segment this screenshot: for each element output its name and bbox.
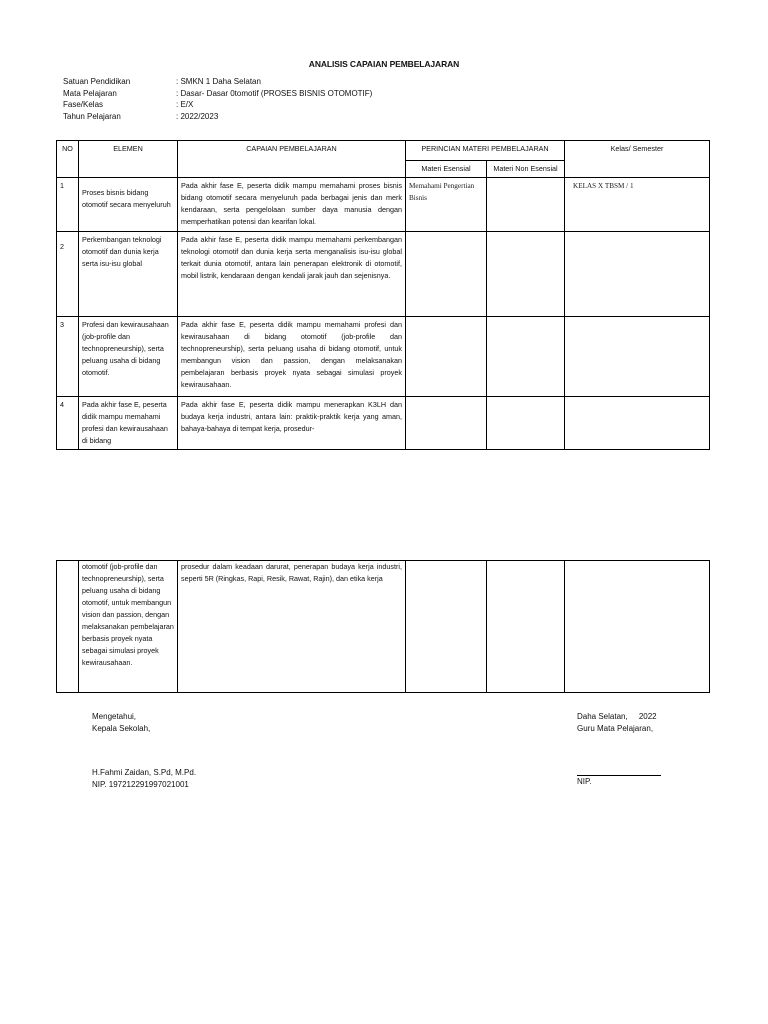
row-materi-esensial <box>406 232 487 317</box>
info-value: : 2022/2023 <box>176 112 219 122</box>
row-materi-non-esensial <box>487 397 565 450</box>
document-title: ANALISIS CAPAIAN PEMBELAJARAN <box>308 59 460 69</box>
row-materi-non-esensial <box>487 561 565 693</box>
info-value: : SMKN 1 Daha Selatan <box>176 77 261 86</box>
table-row <box>57 561 710 693</box>
header-elemen: ELEMEN <box>79 141 178 178</box>
header-capaian: CAPAIAN PEMBELAJARAN <box>178 141 406 178</box>
row-elemen: Pada akhir fase E, peserta didik mampu memahami profesi dan kewirausahaan di bidang <box>79 397 178 450</box>
info-value: : Dasar- Dasar 0tomotif (PROSES BISNIS OTOMOTIF) <box>176 88 373 98</box>
info-label: Fase/Kelas <box>63 100 104 110</box>
row-no: 3 <box>57 317 79 397</box>
header-perincian: PERINCIAN MATERI PEMBELAJARAN <box>406 141 565 161</box>
row-elemen: Perkembangan teknologi otomotif dan dunia kerja serta isu-isu global <box>79 232 178 317</box>
analysis-table <box>56 140 710 450</box>
table-row <box>57 317 710 397</box>
row-no: 4 <box>57 397 79 450</box>
info-label: Tahun Pelajaran <box>63 112 121 122</box>
teacher-nip: NIP. <box>577 777 592 786</box>
table-row <box>57 397 710 450</box>
approval-label: Mengetahui, <box>92 712 137 721</box>
row-materi-non-esensial <box>487 232 565 317</box>
document-info <box>63 76 372 123</box>
row-kelas <box>565 317 710 397</box>
info-row-satuan <box>63 76 372 88</box>
row-materi-esensial: Memahami Pengertian Bisnis <box>406 178 487 232</box>
teacher-role: Guru Mata Pelajaran, <box>577 724 654 733</box>
row-capaian: Pada akhir fase E, peserta didik mampu menerapkan K3LH dan budaya kerja industri, antara lain: praktik-praktik kerja yang aman, bahaya-bahaya di tempat kerja, prosedur- <box>178 397 406 450</box>
row-elemen: Proses bisnis bidang otomotif secara menyeluruh <box>79 178 178 232</box>
teacher-block <box>577 711 657 735</box>
info-label: Mata Pelajaran <box>63 88 117 98</box>
table-row <box>57 178 710 232</box>
header-kelas: Kelas/ Semester <box>565 141 710 178</box>
header-no: NO <box>57 141 79 178</box>
headmaster-name: H.Fahmi Zaidan, S.Pd, M.Pd. <box>92 768 197 777</box>
info-row-tahun <box>63 111 372 123</box>
info-value: : E/X <box>176 100 194 110</box>
headmaster-role: Kepala Sekolah, <box>92 724 151 733</box>
headmaster-signature <box>92 767 196 791</box>
row-materi-esensial <box>406 397 487 450</box>
row-kelas: KELAS X TBSM / 1 <box>565 178 710 232</box>
row-materi-non-esensial <box>487 317 565 397</box>
info-row-fase <box>63 99 372 111</box>
row-kelas <box>565 232 710 317</box>
info-row-mapel <box>63 88 372 100</box>
row-capaian: prosedur dalam keadaan darurat, penerapan budaya kerja industri, seperti 5R (Ringkas, Rapi, Resik, Rawat, Rajin), dan etika kerja <box>178 561 406 693</box>
row-materi-esensial <box>406 561 487 693</box>
row-capaian: Pada akhir fase E, peserta didik mampu memahami profesi dan kewirausahaan di bidang otomotif (job-profile dan technopreneurship), serta peluang usaha di bidang otomotif, untuk membangun vision dan passion, dengan melaksanakan pembelajaran berbasis proyek nyata sebagai simulasi proyek kewirausahaan. <box>178 317 406 397</box>
row-kelas <box>565 561 710 693</box>
header-materi-esensial: Materi Esensial <box>406 161 487 178</box>
info-label: Satuan Pendidikan <box>63 77 131 86</box>
row-kelas <box>565 397 710 450</box>
header-materi-non-esensial: Materi Non Esensial <box>487 161 565 178</box>
analysis-table-continued <box>56 560 710 693</box>
row-materi-non-esensial <box>487 178 565 232</box>
teacher-signature <box>577 767 661 788</box>
signature-line <box>577 767 661 776</box>
headmaster-nip: NIP. 197212291997021001 <box>92 780 189 789</box>
row-elemen: otomotif (job-profile dan technopreneurship), serta peluang usaha di bidang otomotif, untuk membangun vision dan passion, dengan melaksanakan pembelajaran berbasis proyek nyata sebagai simulasi proyek kewirausahaan. <box>79 561 178 693</box>
row-capaian: Pada akhir fase E, peserta didik mampu memahami perkembangan teknologi otomotif dan dunia kerja serta menganalisis isu-isu global terkait dunia otomotif, antara lain penerapan elektronik di otomotif, mobil listrik, kendaraan dengan kendali jarak jauh dan sejenisnya. <box>178 232 406 317</box>
row-no: 1 <box>57 178 79 232</box>
place-date: Daha Selatan, 2022 <box>577 712 657 721</box>
table-row <box>57 232 710 317</box>
row-capaian: Pada akhir fase E, peserta didik mampu memahami proses bisnis bidang otomotif secara menyeluruh pada berbagai jenis dan merk kendaraan, serta pengelolaan sumber daya manusia dengan memperhatikan potensi dan kearifan lokal. <box>178 178 406 232</box>
row-materi-esensial <box>406 317 487 397</box>
approval-block <box>92 711 150 735</box>
row-no <box>57 561 79 693</box>
row-elemen: Profesi dan kewirausahaan (job-profile dan technopreneurship), serta peluang usaha di bidang otomotif. <box>79 317 178 397</box>
row-no: 2 <box>57 232 79 317</box>
